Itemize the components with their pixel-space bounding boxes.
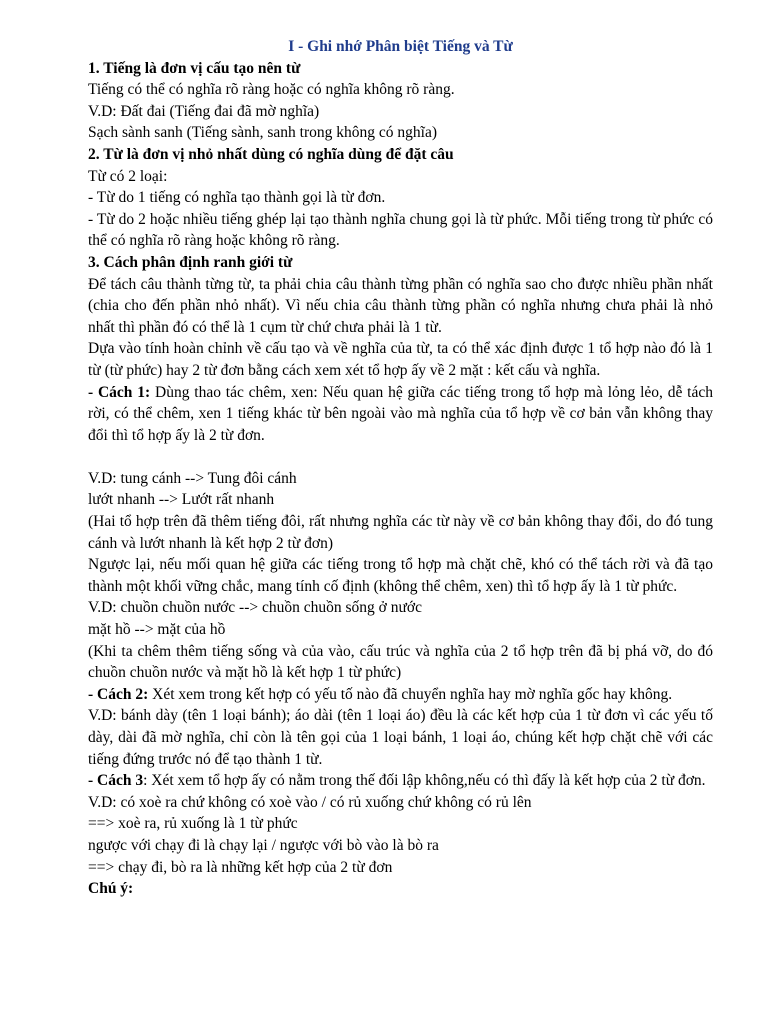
example-line: ngược với chạy đi là chạy lại / ngược với bò vào là bò ra (88, 836, 439, 854)
example-line: V.D: chuồn chuồn nước --> chuồn chuồn sống ở nước (88, 599, 422, 617)
section-1-heading: 1. Tiếng là đơn vị cấu tạo nên từ (88, 59, 301, 77)
method-3-text: : Xét xem tổ hợp ấy có nằm trong thế đối lập không,nếu có thì đấy là kết hợp của 2 từ đơn. (143, 772, 706, 790)
note-heading: Chú ý: (88, 880, 134, 898)
section-3-paragraph-2: Dựa vào tính hoàn chỉnh về cấu tạo và về nghĩa của từ, ta có thể xác định được 1 tổ hợp nào đó là 1 từ (từ phức) hay 2 từ đơn bằng cách xem xét tổ hợp ấy về 2 mặt : kết cấu và nghĩa. (88, 340, 713, 379)
section-2-line-1: Từ có 2 loại: (88, 167, 168, 185)
section-1-example-2: Sạch sành sanh (Tiếng sành, sanh trong không có nghĩa) (88, 124, 437, 142)
section-2-heading: 2. Từ là đơn vị nhỏ nhất dùng có nghĩa dùng để đặt câu (88, 145, 454, 163)
example-line: ==> xoè ra, rủ xuống là 1 từ phức (88, 815, 298, 833)
section-2-line-2: - Từ do 1 tiếng có nghĩa tạo thành gọi là từ đơn. (88, 189, 386, 207)
example-explanation: (Hai tổ hợp trên đã thêm tiếng đôi, rất nhưng nghĩa các từ này về cơ bản không thay đổi, do đó tung cánh và lướt nhanh là kết hợp 2 từ đơn) (88, 513, 713, 552)
example-line: ==> chạy đi, bò ra là những kết hợp của 2 từ đơn (88, 858, 393, 876)
example-line: V.D: có xoè ra chứ không có xoè vào / có rủ xuống chứ không có rủ lên (88, 793, 532, 811)
section-1-line-1: Tiếng có thể có nghĩa rõ ràng hoặc có nghĩa không rõ ràng. (88, 81, 455, 99)
section-1-example-1: V.D: Đất đai (Tiếng đai đã mờ nghĩa) (88, 102, 320, 120)
method-1-paragraph (88, 382, 713, 447)
example-line: mặt hồ --> mặt của hồ (88, 621, 226, 639)
method-1-label: - Cách 1: (88, 383, 151, 401)
method-1-text: Dùng thao tác chêm, xen: Nếu quan hệ giữa các tiếng trong tổ hợp mà lỏng lẻo, dễ tách rời, có thể chêm, xen 1 tiếng khác từ bên ngoài vào mà nghĩa của tổ hợp về cơ bản vẫn không thay đổi thì tổ hợp ấy là 2 từ đơn. (88, 383, 713, 444)
blank-line (88, 446, 713, 468)
example-line: lướt nhanh --> Lướt rất nhanh (88, 491, 275, 509)
method-2-paragraph (88, 684, 713, 706)
section-3-paragraph-3: Ngược lại, nếu mối quan hệ giữa các tiếng trong tổ hợp mà chặt chẽ, khó có thể tách rời và đã tạo thành một khối vững chắc, mang tính cố định (không thể chêm, xen) thì tổ hợp ấy là 1 từ phức. (88, 556, 713, 595)
example-explanation: (Khi ta chêm thêm tiếng sống và của vào, cấu trúc và nghĩa của 2 tổ hợp trên đã bị phá vỡ, do đó chuồn chuồn nước và mặt hồ là kết hợp 1 từ phức) (88, 642, 713, 682)
method-2-text: Xét xem trong kết hợp có yếu tố nào đã chuyển nghĩa hay mờ nghĩa gốc hay không. (148, 685, 673, 703)
example-line: V.D: tung cánh --> Tung đôi cánh (88, 469, 297, 487)
method-2-label: - Cách 2: (88, 685, 149, 703)
example-paragraph: V.D: bánh dày (tên 1 loại bánh); áo dài (tên 1 loại áo) đều là các kết hợp của 1 từ đơn vì các yếu tố dày, dài đã mờ nghĩa, chỉ còn là tên gọi của 1 loại bánh, 1 loại áo, chúng kết hợp chặt chẽ với các tiếng đứng trước nó để tạo thành 1 từ. (88, 707, 713, 768)
section-3-heading: 3. Cách phân định ranh giới từ (88, 253, 293, 271)
method-3-paragraph (88, 770, 713, 792)
document-title: I - Ghi nhớ Phân biệt Tiếng và Từ (288, 38, 513, 55)
section-2-line-3: - Từ do 2 hoặc nhiều tiếng ghép lại tạo thành nghĩa chung gọi là từ phức. Mỗi tiếng trong từ phức có thể có nghĩa rõ ràng hoặc không rõ ràng. (88, 210, 713, 250)
section-3-paragraph-1: Để tách câu thành từng từ, ta phải chia câu thành từng phần có nghĩa sao cho được nhiều phần nhất (chia cho đến phần nhỏ nhất). Vì nếu chia câu thành từng phần có nghĩa nhưng chưa phải là nhỏ nhất thì phần đó có thể là 1 cụm từ chứ chưa phải là 1 từ. (88, 275, 713, 336)
method-3-label: - Cách 3 (88, 772, 144, 790)
